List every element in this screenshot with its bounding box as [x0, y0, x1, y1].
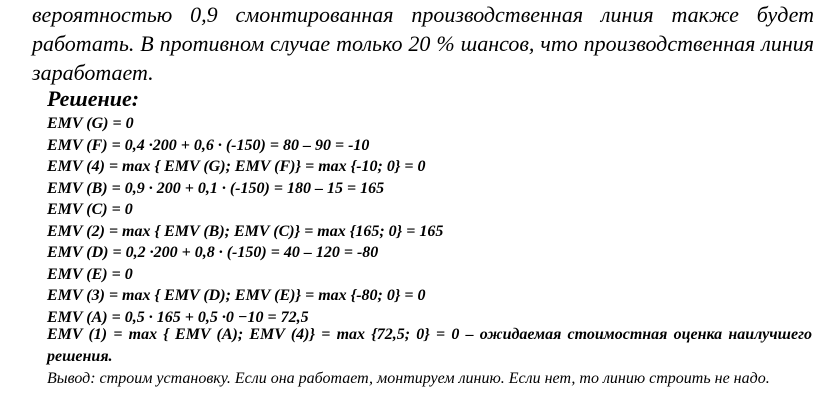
emv-line-g: EMV (G) = 0 — [47, 115, 134, 132]
solution-heading: Решение: — [47, 86, 140, 111]
emv-line-f: EMV (F) = 0,4 ·200 + 0,6 · (-150) = 80 – 90 = -10 — [47, 136, 370, 154]
emv-line-1-final — [2, 324, 812, 367]
emv-line-a: EMV (A) = 0,5 · 165 + 0,5 ·0 −10 = 72,5 — [47, 308, 309, 326]
intro-paragraph — [2, 0, 814, 87]
emv-line-e: EMV (E) = 0 — [47, 265, 133, 283]
emv-line-3: EMV (3) = max { EMV (D); EMV (E)} = max {-80; 0} = 0 — [47, 287, 426, 304]
intro-text: вероятностью 0,9 смонтированная производственная линия также будет работать. В противном случае только 20 % шансов, что производственная линия заработает. — [32, 2, 814, 85]
emv-line-2: EMV (2) = max { EMV (B); EMV (C)} = max {165; 0} = 165 — [47, 222, 444, 240]
emv-line-c: EMV (C) = 0 — [47, 201, 133, 218]
emv-line-d: EMV (D) = 0,2 ·200 + 0,8 · (-150) = 40 – 120 = -80 — [47, 244, 379, 261]
conclusion-paragraph — [2, 368, 812, 390]
final-text: EMV (1) = max { EMV (A); EMV (4)} = max {72,5; 0} = 0 – ожидаемая стоимостная оценка наилучшего решения. — [47, 326, 812, 365]
emv-calculations — [47, 113, 807, 328]
emv-line-b: EMV (B) = 0,9 · 200 + 0,1 · (-150) = 180 – 15 = 165 — [47, 179, 385, 197]
emv-line-4: EMV (4) = max { EMV (G); EMV (F)} = max {-10; 0} = 0 — [47, 158, 426, 175]
conclusion-text: Вывод: строим установку. Если она работает, монтируем линию. Если нет, то линию строить не надо. — [47, 370, 770, 387]
